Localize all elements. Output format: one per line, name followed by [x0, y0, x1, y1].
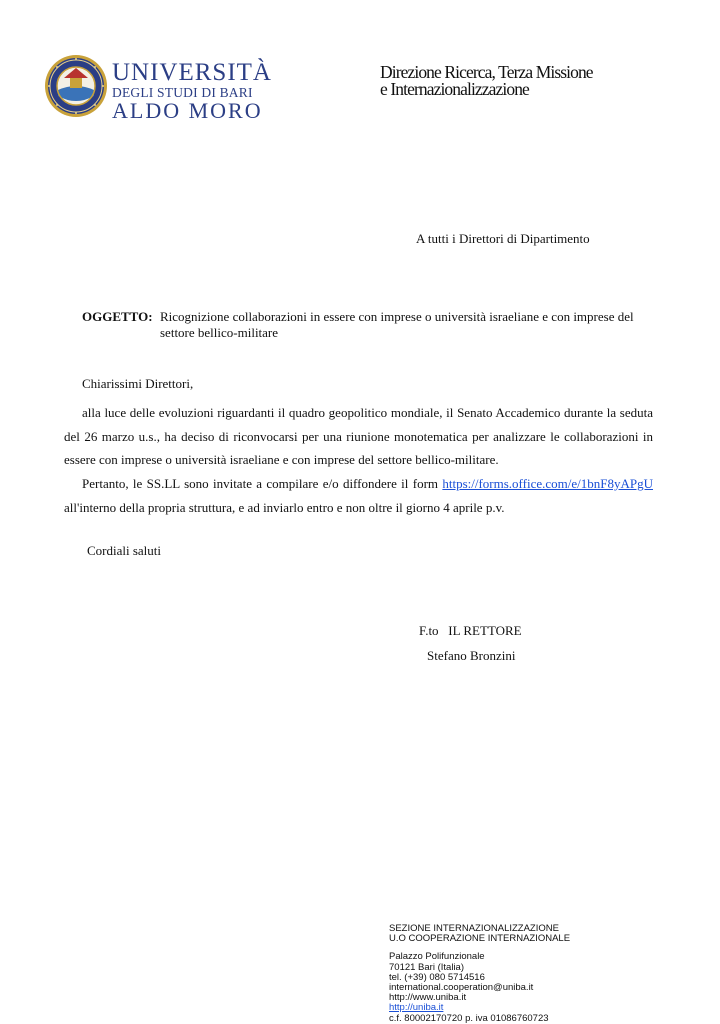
footer-web-link[interactable]: http://uniba.it: [389, 1002, 444, 1014]
body-paragraph-2: [64, 472, 653, 519]
signature-name: Stefano Bronzini: [427, 648, 516, 663]
footer-unit: U.O COOPERAZIONE INTERNAZIONALE: [389, 933, 571, 945]
department-header: [380, 64, 593, 98]
body-paragraph-2-intro: Pertanto, le SS.LL sono invitate a compilare e/o diffondere il form: [82, 476, 443, 491]
footer-tax-ids: c.f. 80002170720 p. iva 01086760723: [389, 1012, 549, 1024]
logo-line-aldo-moro: ALDO MORO: [112, 97, 263, 123]
footer-web: http://www.uniba.it: [389, 992, 467, 1004]
signature-title: F.to IL RETTORE: [419, 623, 522, 638]
footer-city: 70121 Bari (Italia): [389, 961, 464, 973]
logo-line-degli-studi: DEGLI STUDI DI BARI: [112, 85, 253, 100]
department-header-line1: Direzione Ricerca, Terza Missione: [380, 62, 593, 82]
footer-section: SEZIONE INTERNAZIONALIZZAZIONE: [389, 923, 559, 934]
body-paragraph-1: alla luce delle evoluzioni riguardanti il quadro geopolitico mondiale, il Senato Accademico durante la seduta del 26 marzo u.s., ha deciso di riconvocarsi per una riunione monotematica per analizzare le collaborazioni in essere con imprese o università israeliane e con imprese del settore bellico-militare.: [64, 405, 653, 467]
form-link[interactable]: https://forms.office.com/e/1bnF8yAPgU: [442, 476, 653, 491]
logo-line-universita: UNIVERSITÀ: [112, 59, 272, 86]
department-header-line2: e Internazionalizzazione: [380, 79, 529, 99]
footer-building: Palazzo Polifunzionale: [389, 951, 485, 963]
university-wordmark: [112, 60, 272, 122]
footer-contact-block: [389, 924, 570, 1024]
recipient-line: A tutti i Direttori di Dipartimento: [416, 231, 590, 246]
footer-tel: tel. (+39) 080 5714516: [389, 971, 485, 983]
body-paragraph-2-rest: all'interno della propria struttura, e ad inviarlo entro e non oltre il giorno 4 aprile p.v.: [64, 499, 505, 515]
salutation: Chiarissimi Direttori,: [82, 376, 194, 391]
university-seal-logo: [44, 54, 108, 118]
footer-email: international.cooperation@uniba.it: [389, 982, 534, 994]
subject-text: Ricognizione collaborazioni in essere con imprese o università israeliane e con imprese del settore bellico-militare: [160, 309, 634, 340]
subject-label: OGGETTO:: [82, 309, 153, 324]
closing-greeting: Cordiali saluti: [87, 543, 162, 558]
